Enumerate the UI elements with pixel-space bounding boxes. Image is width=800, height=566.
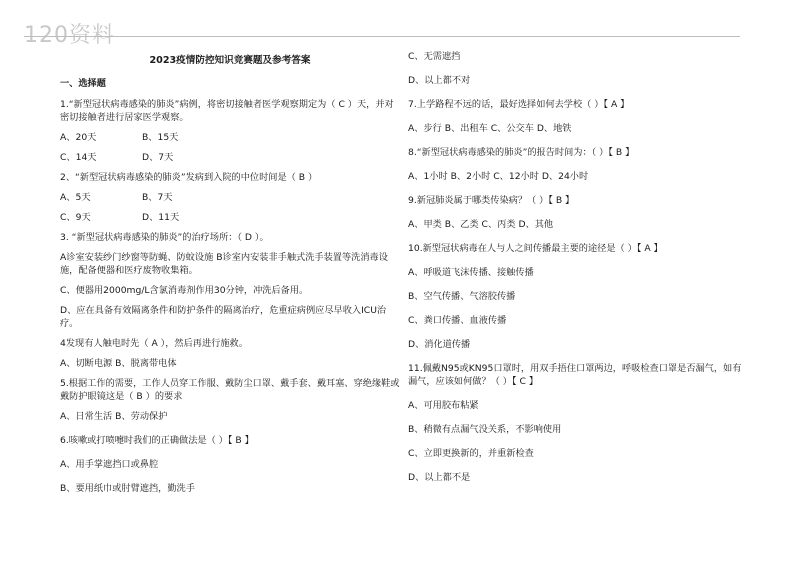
- q1-option-b: B、15天: [142, 132, 179, 143]
- question-10: 10.新型冠状病毒在人与人之间传播最主要的途径是（ ）【 A 】: [408, 243, 663, 254]
- header-rule: [24, 36, 740, 37]
- watermark-logo: 120资料: [24, 23, 115, 48]
- question-3: 3. “新型冠状病毒感染的肺炎”的治疗场所：（ D ）。: [60, 232, 269, 243]
- left-column: [60, 50, 400, 502]
- q1-options-ab: [60, 131, 400, 144]
- document-title: 2023疫情防控知识竞赛题及参考答案: [149, 55, 311, 66]
- q11-option-b: B、稍微有点漏气没关系，不影响使用: [408, 424, 562, 435]
- q3-option-d: D、应在具备有效隔离条件和防护条件的隔离治疗，危重症病例应尽早收入ICU治疗。: [60, 305, 387, 329]
- q1-options-cd: [60, 151, 400, 164]
- q10-option-d: D、消化道传播: [408, 339, 471, 350]
- q10-option-b: B、空气传播、气溶胶传播: [408, 291, 516, 302]
- q4-options: A、切断电源 B、脱离带电体: [60, 358, 177, 369]
- question-4: 4发现有人触电时先（ A ），然后再进行施救。: [60, 338, 248, 349]
- q7-options: A、步行 B、出租车 C、公交车 D、地铁: [408, 123, 572, 134]
- q1-option-a: A、20天: [60, 132, 97, 143]
- right-column: [408, 50, 744, 491]
- question-11: 11.佩戴N95或KN95口罩时，用双手捂住口罩两边，呼吸检查口罩是否漏气，如有漏气，应该如何做？（ ）【 C 】: [408, 363, 742, 387]
- q3-option-c: C、便器用2000mg/L含氯消毒剂作用30分钟，冲洗后备用。: [60, 285, 309, 296]
- q6-option-b: B、要用纸巾或肘臂遮挡，勤洗手: [60, 483, 195, 494]
- q6-option-d: D、以上都不对: [408, 75, 471, 86]
- q1-option-d: D、7天: [142, 152, 174, 163]
- q3-option-ab: A诊室安装纱门纱窗等防蝇、防蚊设施 B诊室内安装非手触式洗手装置等洗消毒设施，配备便器和医疗废物收集箱。: [60, 252, 388, 276]
- question-6: 6.咳嗽或打喷嚏时我们的正确做法是（ ）【 B 】: [60, 435, 254, 446]
- q2-options-ab: [60, 191, 400, 204]
- question-1: 1.“新型冠状病毒感染的肺炎”病例，将密切接触者医学观察期定为（ C ）天，并对密切接触者进行居家医学观察。: [60, 99, 394, 123]
- q6-option-c: C、无需遮挡: [408, 51, 461, 62]
- q5-options: A、日常生活 B、劳动保护: [60, 411, 168, 422]
- q2-option-a: A、5天: [60, 192, 91, 203]
- question-5: 5.根据工作的需要，工作人员穿工作服、戴防尘口罩、戴手套、戴耳塞、穿绝缘鞋或戴防护眼镜这是（ B ）的要求: [60, 378, 400, 402]
- q11-option-a: A、可用胶布粘紧: [408, 400, 479, 411]
- question-2: 2、“新型冠状病毒感染的肺炎”发病到入院的中位时间是（ B ）: [60, 172, 318, 183]
- q2-option-d: D、11天: [142, 212, 180, 223]
- question-9: 9.新冠肺炎属于哪类传染病？（ ）【 B 】: [408, 195, 575, 206]
- q11-option-d: D、以上都不是: [408, 472, 471, 483]
- q2-option-c: C、9天: [60, 212, 91, 223]
- q2-options-cd: [60, 211, 400, 224]
- q10-option-c: C、粪口传播、血液传播: [408, 315, 507, 326]
- q9-options: A、甲类 B、乙类 C、丙类 D、其他: [408, 219, 554, 230]
- q10-option-a: A、呼吸道飞沫传播、接触传播: [408, 267, 534, 278]
- q2-option-b: B、7天: [142, 192, 173, 203]
- q8-options: A、1小时 B、2小时 C、12小时 D、24小时: [408, 171, 589, 182]
- question-8: 8.“新型冠状病毒感染的肺炎”的报告时间为：（ ）【 B 】: [408, 147, 635, 158]
- q1-option-c: C、14天: [60, 152, 97, 163]
- q11-option-c: C、立即更换新的，并重新检查: [408, 448, 534, 459]
- question-7: 7.上学路程不远的话，最好选择如何去学校（ ）【 A 】: [408, 99, 630, 110]
- q6-option-a: A、用手掌遮挡口或鼻腔: [60, 459, 159, 470]
- section-heading: 一、选择题: [60, 78, 106, 89]
